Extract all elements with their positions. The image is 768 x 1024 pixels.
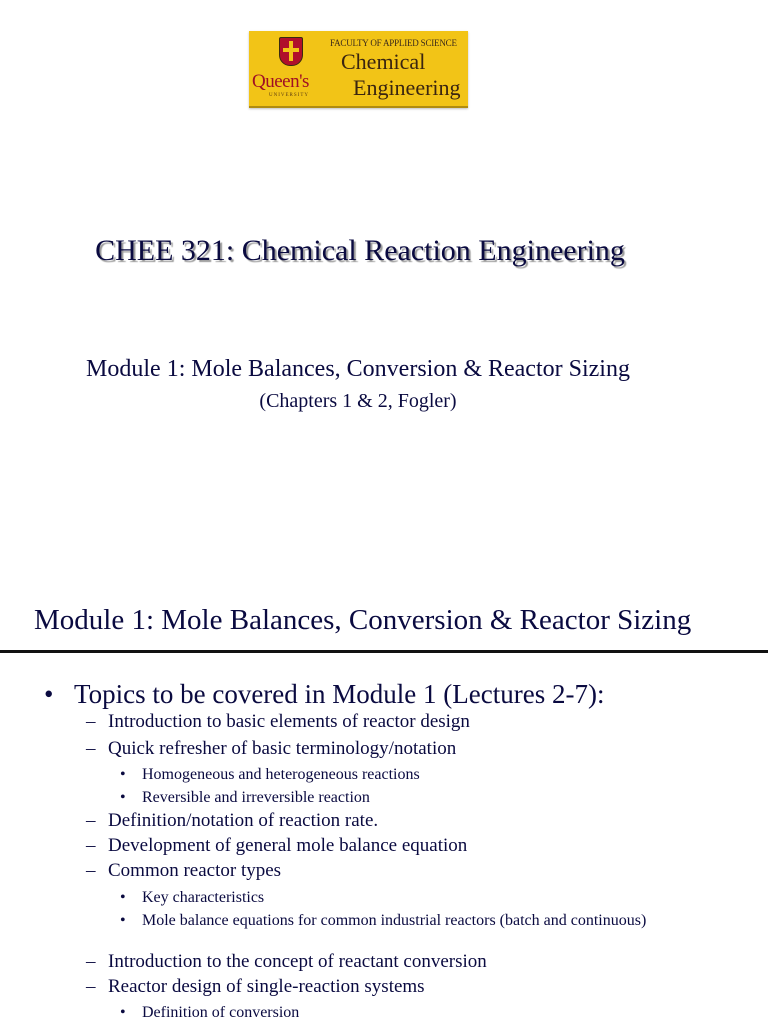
- bullet-mark: •: [120, 766, 126, 783]
- list-item-text: Introduction to basic elements of reactor design: [108, 711, 470, 732]
- list-item-text: Introduction to the concept of reactant conversion: [108, 951, 487, 972]
- title-divider: [0, 650, 768, 653]
- list-item: [86, 711, 470, 733]
- course-title: CHEE 321: Chemical Reaction Engineering: [95, 234, 625, 267]
- logo-university-sub: UNIVERSITY: [269, 93, 309, 98]
- bullet-mark: •: [120, 1004, 126, 1021]
- bullet-mark: •: [120, 789, 126, 806]
- sub-list-item: [120, 912, 680, 929]
- dash-mark: –: [86, 810, 96, 831]
- sub-list-item-text: Key characteristics: [142, 889, 265, 906]
- slide-title: Module 1: Mole Balances, Conversion & Reactor Sizing: [34, 604, 692, 636]
- sub-list-item-text: Homogeneous and heterogeneous reactions: [142, 766, 420, 783]
- list-item: [86, 738, 456, 760]
- sub-list-item: [120, 789, 680, 806]
- sub-list-item-text: Reversible and irreversible reaction: [142, 789, 370, 806]
- list-item-text: Definition/notation of reaction rate.: [108, 810, 379, 831]
- main-bullet-text: Topics to be covered in Module 1 (Lectures 2-7):: [74, 679, 605, 709]
- bullet-mark: •: [120, 889, 126, 906]
- dash-mark: –: [86, 976, 96, 997]
- main-bullet: [44, 679, 604, 710]
- dash-mark: –: [86, 835, 96, 856]
- list-item: [86, 976, 425, 998]
- list-item: [86, 835, 467, 857]
- crest-icon: [279, 37, 303, 66]
- dash-mark: –: [86, 711, 96, 732]
- logo-university: Queen's: [252, 71, 309, 92]
- sub-list-item-text: Definition of conversion: [142, 1004, 300, 1021]
- sub-list-item: [120, 1004, 680, 1021]
- department-logo: [249, 31, 468, 108]
- bullet-mark: •: [120, 912, 126, 929]
- dash-mark: –: [86, 738, 96, 759]
- list-item-text: Development of general mole balance equation: [108, 835, 468, 856]
- list-item-text: Reactor design of single-reaction systems: [108, 976, 425, 997]
- logo-department-line1: Chemical: [341, 49, 426, 74]
- logo-faculty: FACULTY OF APPLIED SCIENCE: [330, 38, 457, 48]
- chapters-reference: (Chapters 1 & 2, Fogler): [259, 390, 457, 412]
- list-item: [86, 951, 487, 973]
- list-item-text: Common reactor types: [108, 860, 282, 881]
- list-item: [86, 810, 378, 832]
- list-item: [86, 860, 281, 882]
- logo-department-line2: Engineering: [353, 75, 461, 100]
- sub-list-item-text: Mole balance equations for common industrial reactors (batch and continuous): [142, 912, 647, 929]
- module-subtitle: Module 1: Mole Balances, Conversion & Reactor Sizing: [86, 356, 630, 382]
- dash-mark: –: [86, 860, 96, 881]
- sub-list-item: [120, 889, 680, 906]
- sub-list-item: [120, 766, 680, 783]
- dash-mark: –: [86, 951, 96, 972]
- list-item-text: Quick refresher of basic terminology/notation: [108, 738, 457, 759]
- bullet-mark: •: [44, 679, 54, 709]
